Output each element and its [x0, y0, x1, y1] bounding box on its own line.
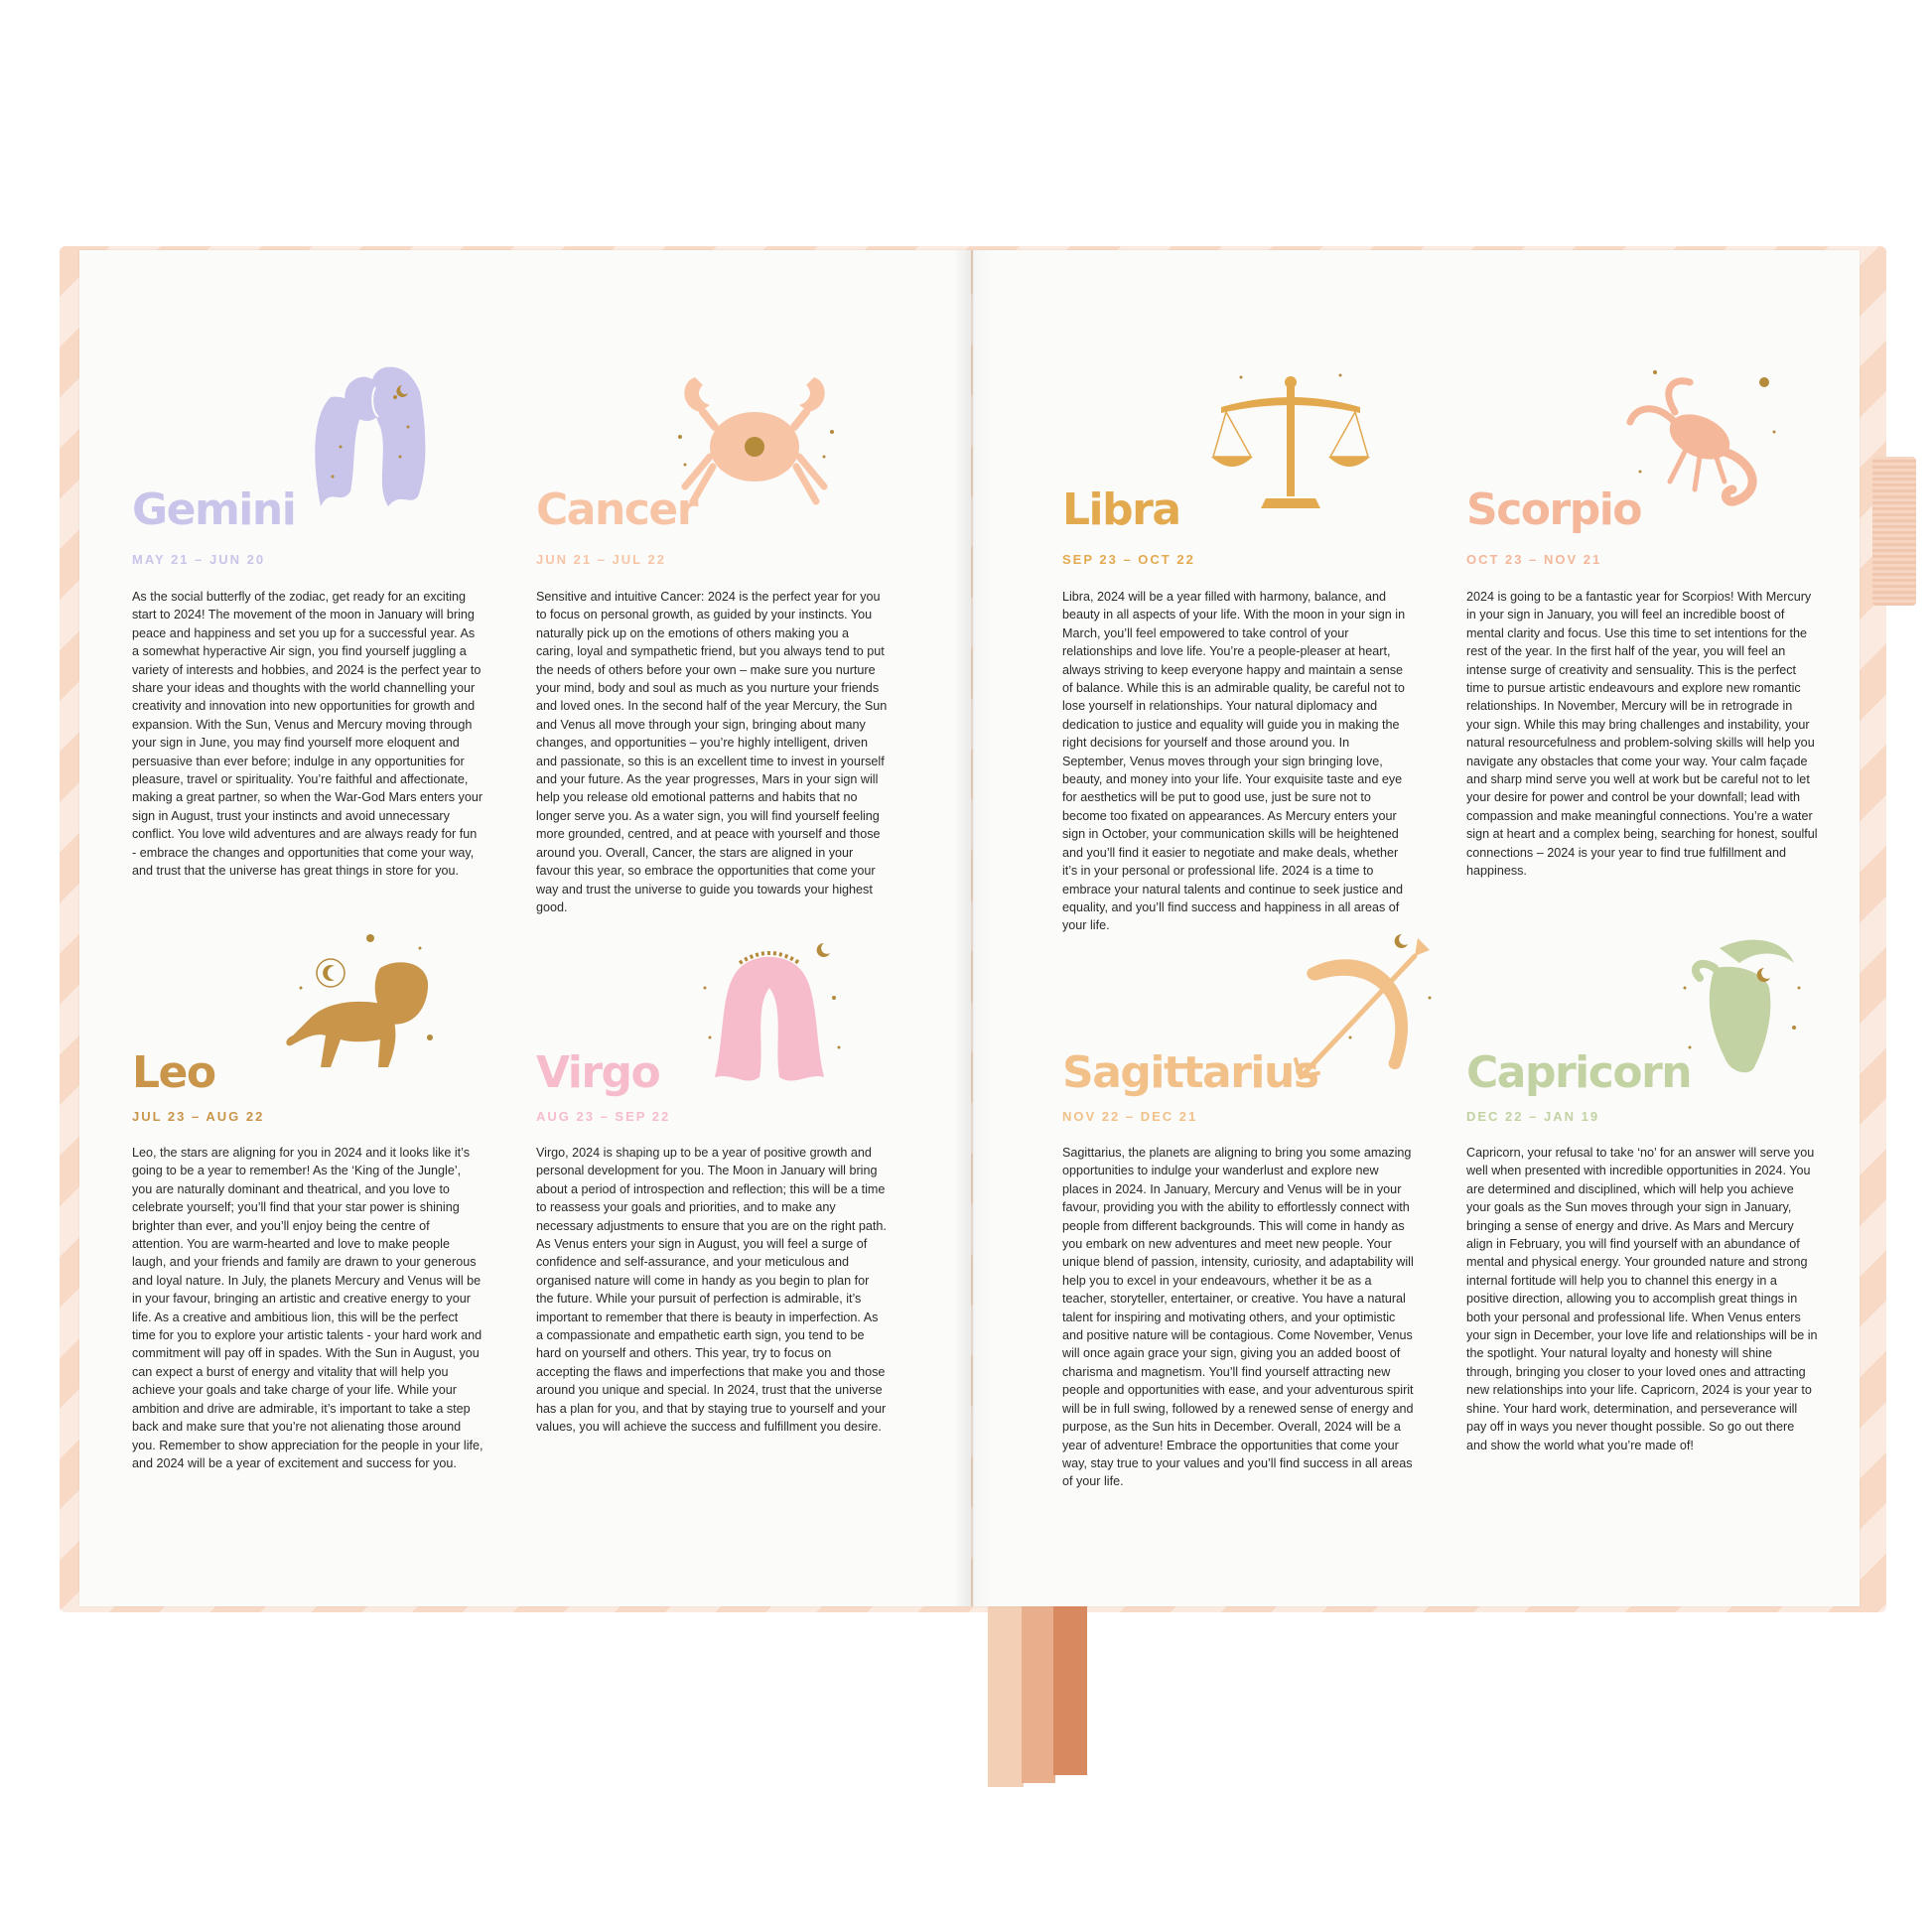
sign-title-gemini: Gemini [132, 484, 296, 535]
sign-text-gemini: As the social butterfly of the zodiac, get ready for an exciting start to 2024! The movement of the moon in January will bring peace and happiness and set you up for a successful year. As a somewhat hyperactive Air sign, you find yourself juggling a variety of interests and hobbies, and 2024 is the perfect year to share your ideas and thoughts with the world channelling your creativity and innovation into new opportunities for growth and expansion. With the Sun, Venus and Mercury moving through your sign in June, you may find yourself more eloquent and persuasive than ever before; indulge in any opportunities for pleasure, travel or spirituality. You’re faithful and affectionate, making a great partner, so when the War-God Mars enters your sign in August, trust your instincts and avoid unnecessary conflict. You love wild adventures and are always ready for fun - embrace the changes and opportunities that come your way, and trust that the universe has great things in store for you. [132, 590, 483, 879]
ribbon-bookmark-mid[interactable] [1022, 1598, 1055, 1783]
book-gutter [953, 250, 993, 1606]
ribbon-bookmark-light[interactable] [988, 1598, 1024, 1787]
sign-dates-scorpio: OCT 23 – NOV 21 [1466, 552, 1602, 567]
sign-dates-leo: JUL 23 – AUG 22 [132, 1109, 265, 1124]
sign-dates-gemini: MAY 21 – JUN 20 [132, 552, 266, 567]
sign-text-libra: Libra, 2024 will be a year filled with harmony, balance, and beauty in all aspects of your life. With the moon in your sign in March, you’ll feel empowered to take control of your relationships and love life. You’re a people-pleaser at heart, always striving to keep everyone happy and maintain a sense of balance. While this is an admirable quality, be careful not to lose yourself in relationships. Your natural diplomacy and dedication to justice and equality will guide you in making the right decisions for yourself and those around you. In September, Venus moves through your sign bringing love, beauty, and money into your life. Your exquisite taste and eye for aesthetics will be put to good use, just be sure not to become too fixated on appearances. As Mercury enters your sign in October, your communication skills will be heightened and you’ll find it easier to negotiate and make deals, whether it’s in your personal or professional life. 2024 is a time to embrace your natural talents and continue to seek justice and equality, and you’ll find success and happiness in all areas of your life. [1062, 590, 1406, 933]
sign-text-cancer: Sensitive and intuitive Cancer: 2024 is the perfect year for you to focus on personal growth, as guided by your instincts. You naturally pick up on the emotions of others making you a caring, loyal and sympathetic friend, but you always tend to put the needs of others before your own – make sure you nurture your mind, body and soul as much as you nurture your friends and loved ones. In the second half of the year Mercury, the Sun and Venus all move through your sign, bringing about many changes, and opportunities – you’re highly intelligent, driven and passionate, so this is an excellent time to invest in yourself and your future. As the year progresses, Mars in your sign will help you release old emotional patterns and habits that no longer serve you. As a water sign, you will find yourself feeling more grounded, centred, and at peace with yourself and those around you. Overall, Cancer, the stars are aligned in your favour this year, so embrace the opportunities that come your way and trust the universe to guide you towards your highest good. [536, 590, 888, 914]
sign-title-cancer: Cancer [536, 484, 697, 535]
sign-text-scorpio: 2024 is going to be a fantastic year for Scorpios! With Mercury in your sign in January, you will feel an incredible boost of mental clarity and focus. Use this time to set intentions for the rest of the year. In the first half of the year, you will feel an intense surge of creativity and sensuality. This is the perfect time to pursue artistic endeavours and explore new romantic relationships. In November, Mercury will be in retrograde in your sign. While this may bring challenges and instability, your natural resourcefulness and problem-solving skills will help you navigate any obstacles that come your way. Your calm façade and sharp mind serve you well at work but be careful not to let your desire for power and control be your downfall; lead with compassion and make meaningful connections. You’re a water sign at heart and a complex being, searching for honest, soulful connections – 2024 is your year to find true fulfillment and happiness. [1466, 590, 1818, 879]
libra-scales-icon [1211, 367, 1370, 516]
sign-text-virgo: Virgo, 2024 is shaping up to be a year of positive growth and personal development for you. The Moon in January will bring about a period of introspection and reflection; this will be a time to reassess your goals and priorities, and to make any necessary adjustments to ensure that you are on the right path. As Venus enters your sign in August, you will feel a surge of confidence and self-assurance, and your meticulous and organised nature will come in handy as you begin to plan for the future. While your pursuit of perfection is admirable, it’s important to remember that there is beauty in imperfection. As a compassionate and empathetic earth sign, you tend to be hard on yourself and others. This year, try to focus on accepting the flaws and imperfections that make you and those around you unique and special. In 2024, trust that the universe has a plan for you, and that by staying true to yourself and your values, you will achieve the success and fulfillment you desire. [536, 1146, 887, 1435]
sign-dates-libra: SEP 23 – OCT 22 [1062, 552, 1195, 567]
sign-title-virgo: Virgo [536, 1047, 660, 1098]
sign-title-capricorn: Capricorn [1466, 1047, 1692, 1098]
sign-dates-cancer: JUN 21 – JUL 22 [536, 552, 666, 567]
sign-dates-sagittarius: NOV 22 – DEC 21 [1062, 1109, 1198, 1124]
sign-title-sagittarius: Sagittarius [1062, 1047, 1318, 1098]
ribbon-bookmark-dark[interactable] [1053, 1598, 1087, 1775]
elastic-closure-band [1872, 457, 1916, 606]
sign-text-sagittarius: Sagittarius, the planets are aligning to bring you some amazing opportunities to indulge your wanderlust and explore new places in 2024. In January, Mercury and Venus will be in your favour, providing you with the ability to effortlessly connect with people from different backgrounds. This will come in handy as you embark on new adventures and meet new people. Your unique blend of passion, intensity, curiosity, and adaptability will help you to excel in your endeavours, whether it be as a teacher, storyteller, entertainer, or creative. You have a natural talent for inspiring and motivating others, and your optimistic and positive nature will be contagious. Come November, Venus will once again grace your sign, giving you an added boost of charisma and magnetism. You’ll find yourself attracting new people and opportunities with ease, and your adventurous spirit will be in full swing, followed by a renewed sense of energy and purpose, as the Sun hits in December. Overall, 2024 will be a year of adventure! Embrace the opportunities that come your way, stay true to your values and you’ll find success in all areas of your life. [1062, 1146, 1414, 1489]
sign-title-scorpio: Scorpio [1466, 484, 1642, 535]
sign-dates-virgo: AUG 23 – SEP 22 [536, 1109, 671, 1124]
sign-text-leo: Leo, the stars are aligning for you in 2024 and it looks like it’s going to be a year to remember! As the ‘King of the Jungle’, you are naturally dominant and theatrical, and you love to celebrate yourself; you’ll find that your star power is shining brighter than ever, and you’ll enjoy being the centre of attention. You are warm-hearted and love to make people laugh, and your friends and family are drawn to your generous and loyal nature. In July, the planets Mercury and Venus will be in your favour, bringing an artistic and creative energy to your life. As a creative and ambitious lion, this will be the perfect time for you to explore your artistic talents - your hard work and commitment will pay off in spades. With the Sun in August, you can expect a burst of energy and vitality that will help you achieve your goals and take charge of your life. While your ambition and drive are admirable, it’s important to take a step back and make sure that you’re not alienating those around you. Remember to show appreciation for the people in your life, and 2024 will be a year of excitement and success for you. [132, 1146, 483, 1470]
sign-text-capricorn: Capricorn, your refusal to take ‘no’ for an answer will serve you well when presented with incredible opportunities in 2024. You are determined and disciplined, which will help you achieve your goals as the Sun moves through your sign in January, bringing a sense of energy and drive. As Mars and Mercury align in February, you will find yourself with an abundance of mental and physical energy. Your grounded nature and strong internal fortitude will help you to channel this energy in a positive direction, allowing you to accomplish great things in both your personal and professional life. When Venus enters your sign in December, your love life and relationships will be in the spotlight. Your natural loyalty and honesty will shine through, bringing you closer to your loved ones and attracting new relationships into your life. Capricorn, 2024 is your year to shine. Your hard work, determination, and perseverance will pay off in ways you never thought possible. So go out there and show the world what you’re made of! [1466, 1146, 1818, 1452]
virgo-maiden-icon [685, 928, 854, 1092]
sign-title-leo: Leo [132, 1047, 215, 1098]
leo-lion-icon [271, 928, 450, 1077]
sign-dates-capricorn: DEC 22 – JAN 19 [1466, 1109, 1600, 1124]
gemini-twins-icon [301, 357, 450, 516]
sign-title-libra: Libra [1062, 484, 1180, 535]
